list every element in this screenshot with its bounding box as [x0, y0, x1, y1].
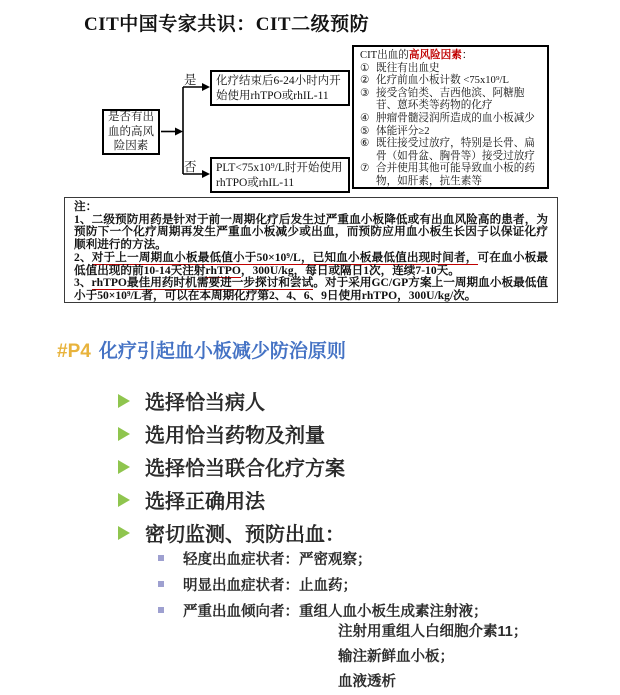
risk-factor-item: ④ 肿瘤骨髓浸润所造成的血小板减少 [360, 112, 535, 124]
risk-title-highlight: 高风险因素 [408, 50, 462, 61]
section-title: 化疗引起血小板减少防治原则 [98, 341, 346, 362]
no-branch-label: 否 [184, 160, 197, 174]
risk-factor-item: ② 化疗前血小板计数 <75x10⁹/L [360, 75, 509, 87]
principle-label: 选择正确用法 [145, 491, 265, 513]
risk-factors-box [352, 45, 549, 189]
principle-label: 密切监测、预防出血： [145, 524, 345, 546]
risk-factor-item: ⑤ 体能评分≥2 [360, 125, 430, 137]
principle-label: 选择恰当病人 [145, 392, 265, 414]
continuation-line: 注射用重组人白细胞介素11； [338, 624, 528, 640]
continuation-line: 输注新鲜血小板； [338, 649, 454, 665]
risk-title-prefix: CIT出血的 [360, 50, 409, 61]
no-action-box: PLT<75x10⁹/L时开始使用rhTPO或rhIL-11 [210, 157, 350, 193]
risk-factor-item: ⑦ 合并使用其他可能导致血小板的药物，如肝素，抗生素等 [360, 163, 535, 187]
risk-factor-item: ③ 接受含铂类、吉西他滨、阿糖胞苷、蒽环类等药物的化疗 [360, 87, 525, 112]
red-underlined-text: rhTPO最佳用药时机需要进一步探讨和尝试 [91, 276, 314, 290]
page-title: CIT中国专家共识：CIT二级预防 [84, 14, 370, 35]
principle-label: 选择恰当联合化疗方案 [145, 458, 345, 480]
principle-item [118, 483, 345, 516]
decision-box-text: 是否有出血的高风险因素 [108, 110, 154, 153]
treatment-continuation-lines [338, 620, 527, 695]
principle-item [118, 450, 345, 483]
yes-action-box: 化疗结束后6-24小时内开始使用rhTPO或rhIL-11 [210, 70, 350, 106]
yes-branch-label: 是 [184, 73, 197, 87]
principle-label: 选用恰当药物及剂量 [145, 425, 325, 447]
risk-box-title [360, 50, 542, 63]
arrow-bullet-icon [118, 493, 130, 507]
red-underlined-text: 对于上一周期血小板最低值小于50×10⁹/L，已知血小板最低值出现时间者， [91, 250, 478, 264]
note-label: 注： [74, 200, 98, 213]
page-tag: #P4 [57, 341, 91, 362]
square-bullet-icon [158, 581, 164, 587]
decision-box [102, 109, 160, 155]
principles-list [118, 384, 345, 549]
red-underlined-text: rhTPO [205, 263, 241, 277]
sub-point-item [158, 545, 488, 571]
note-box [64, 197, 558, 303]
note-point-2: 2、对于上一周期血小板最低值小于50×10⁹/L，已知血小板最低值出现时间者，可在血小板最低值出现的前10-14天注射rhTPO，300U/kg，每日或隔日1次，连续7-10天。 [74, 250, 548, 277]
bleeding-management-list [158, 545, 488, 623]
square-bullet-icon [158, 607, 164, 613]
arrow-bullet-icon [118, 526, 130, 540]
note-point-3: 3、rhTPO最佳用药时机需要进一步探讨和尝试。对于采用GC/GP方案上一周期血小板最低值小于50×10⁹/L者，可以在本周期化疗第2、4、6、9日使用rhTPO，300U/kg/次。 [74, 276, 548, 302]
risk-factor-item: ⑥ 既往接受过放疗，特别是长骨、扁骨（如骨盆、胸骨等）接受过放疗 [360, 138, 535, 162]
sub-point-item [158, 571, 488, 597]
sub-point-label: 严重出血倾向者：重组人血小板生成素注射液； [183, 603, 488, 620]
arrow-bullet-icon [118, 427, 130, 441]
arrow-bullet-icon [118, 394, 130, 408]
sub-point-label: 明显出血症状者：止血药； [183, 577, 357, 594]
principle-item [118, 384, 345, 417]
square-bullet-icon [158, 555, 164, 561]
sub-point-label: 轻度出血症状者：严密观察； [183, 551, 372, 568]
continuation-line: 血液透析 [338, 674, 396, 690]
risk-title-colon: ： [461, 50, 473, 61]
note-point-1: 1、二级预防用药是针对于前一周期化疗后发生过严重血小板降低或有出血风险高的患者，为预防下一个化疗周期再发生严重血小板减少或出血，而预防应用血小板生长因子以保证化疗顺利进行的方法。 [74, 212, 548, 252]
arrow-bullet-icon [118, 460, 130, 474]
red-underlined-text: rhTPO [361, 288, 398, 302]
risk-factor-item: ① 既往有出血史 [360, 62, 440, 74]
principle-item [118, 417, 345, 450]
section-heading [57, 336, 346, 363]
